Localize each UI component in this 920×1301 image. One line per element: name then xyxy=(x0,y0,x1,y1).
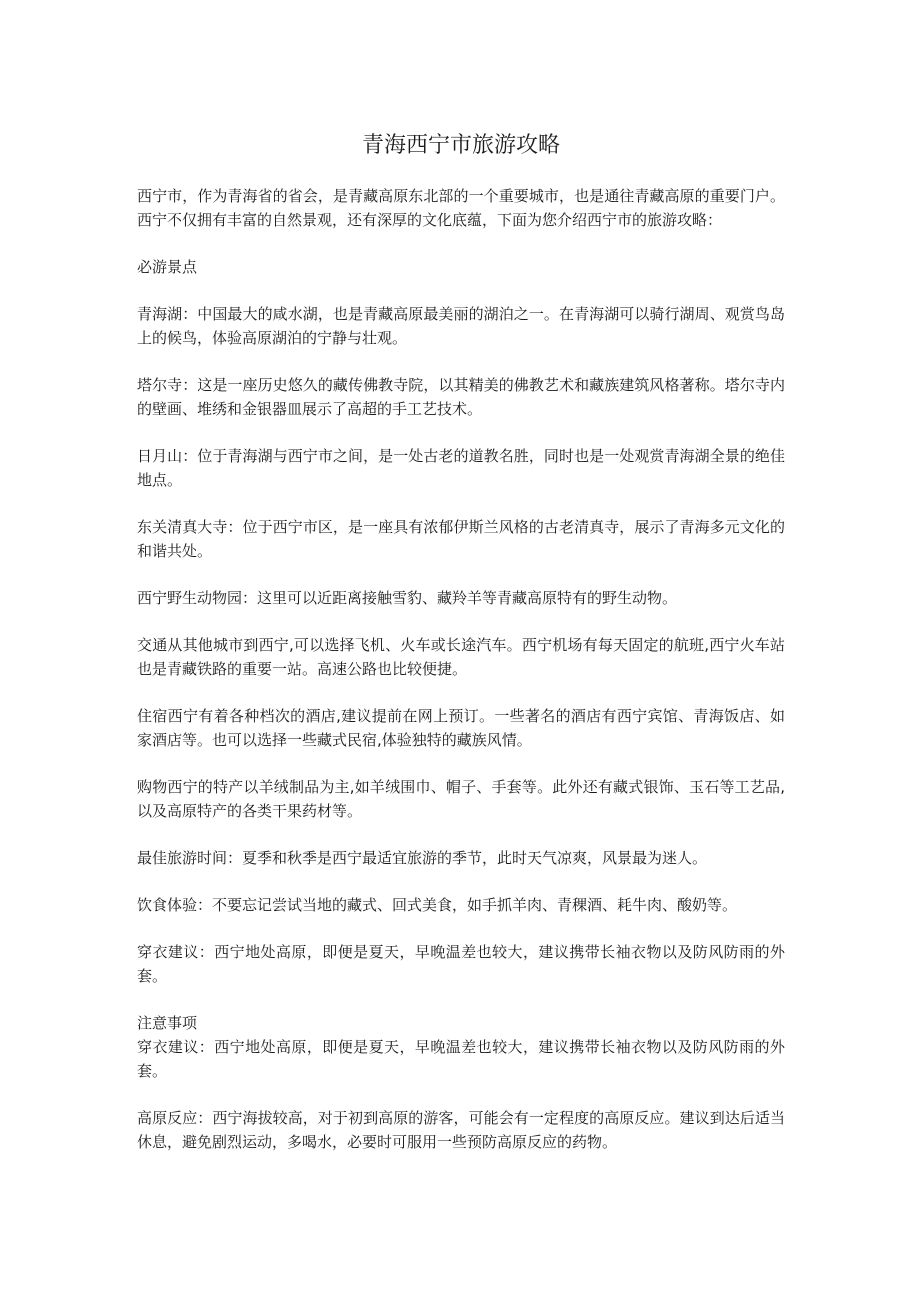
document-page xyxy=(137,128,785,1154)
attraction-riyue-mountain: 日月山：位于青海湖与西宁市之间，是一处古老的道教名胜，同时也是一处观赏青海湖全景的绝佳地点。 xyxy=(137,447,785,489)
section-heading-notes: 注意事项 xyxy=(137,1014,198,1032)
clothing-paragraph: 穿衣建议：西宁地处高原，即便是夏天，早晚温差也较大，建议携带长袖衣物以及防风防雨的外套。 xyxy=(137,943,785,985)
attraction-dongguan-mosque: 东关清真大寺：位于西宁市区，是一座具有浓郁伊斯兰风格的古老清真寺，展示了青海多元文化的和谐共处。 xyxy=(137,518,785,560)
intro-paragraph: 西宁市，作为青海省的省会，是青藏高原东北部的一个重要城市，也是通往青藏高原的重要门户。西宁不仅拥有丰富的自然景观，还有深厚的文化底蕴，下面为您介绍西宁市的旅游攻略： xyxy=(137,187,785,229)
notes-clothing-paragraph: 穿衣建议：西宁地处高原，即便是夏天，早晚温差也较大，建议携带长袖衣物以及防风防雨的外套。 xyxy=(137,1038,785,1080)
transport-paragraph: 交通从其他城市到西宁,可以选择飞机、火车或长途汽车。西宁机场有每天固定的航班,西宁火车站也是青藏铁路的重要一站。高速公路也比较便捷。 xyxy=(137,636,785,678)
attraction-wildlife-park: 西宁野生动物园：这里可以近距离接触雪豹、藏羚羊等青藏高原特有的野生动物。 xyxy=(137,589,678,607)
shopping-paragraph: 购物西宁的特产以羊绒制品为主,如羊绒围巾、帽子、手套等。此外还有藏式银饰、玉石等工艺品,以及高原特产的各类干果药材等。 xyxy=(137,778,785,820)
best-time-paragraph: 最佳旅游时间：夏季和秋季是西宁最适宜旅游的季节，此时天气凉爽，风景最为迷人。 xyxy=(137,849,708,867)
attraction-qinghai-lake: 青海湖：中国最大的咸水湖，也是青藏高原最美丽的湖泊之一。在青海湖可以骑行湖周、观赏鸟岛上的候鸟，体验高原湖泊的宁静与壮观。 xyxy=(137,305,785,347)
altitude-sickness-paragraph: 高原反应：西宁海拔较高，对于初到高原的游客，可能会有一定程度的高原反应。建议到达后适当休息，避免剧烈运动，多喝水，必要时可服用一些预防高原反应的药物。 xyxy=(137,1109,785,1151)
section-heading-attractions: 必游景点 xyxy=(137,258,198,276)
page-title: 青海西宁市旅游攻略 xyxy=(361,133,560,158)
food-paragraph: 饮食体验：不要忘记尝试当地的藏式、回式美食，如手抓羊肉、青稞酒、耗牛肉、酸奶等。 xyxy=(137,896,738,914)
lodging-paragraph: 住宿西宁有着各种档次的酒店,建议提前在网上预订。一些著名的酒店有西宁宾馆、青海饭店、如家酒店等。也可以选择一些藏式民宿,体验独特的藏族风情。 xyxy=(137,707,785,749)
attraction-kumbum-monastery: 塔尔寺：这是一座历史悠久的藏传佛教寺院，以其精美的佛教艺术和藏族建筑风格著称。塔尔寺内的壁画、堆绣和金银器皿展示了高超的手工艺技术。 xyxy=(137,376,785,418)
